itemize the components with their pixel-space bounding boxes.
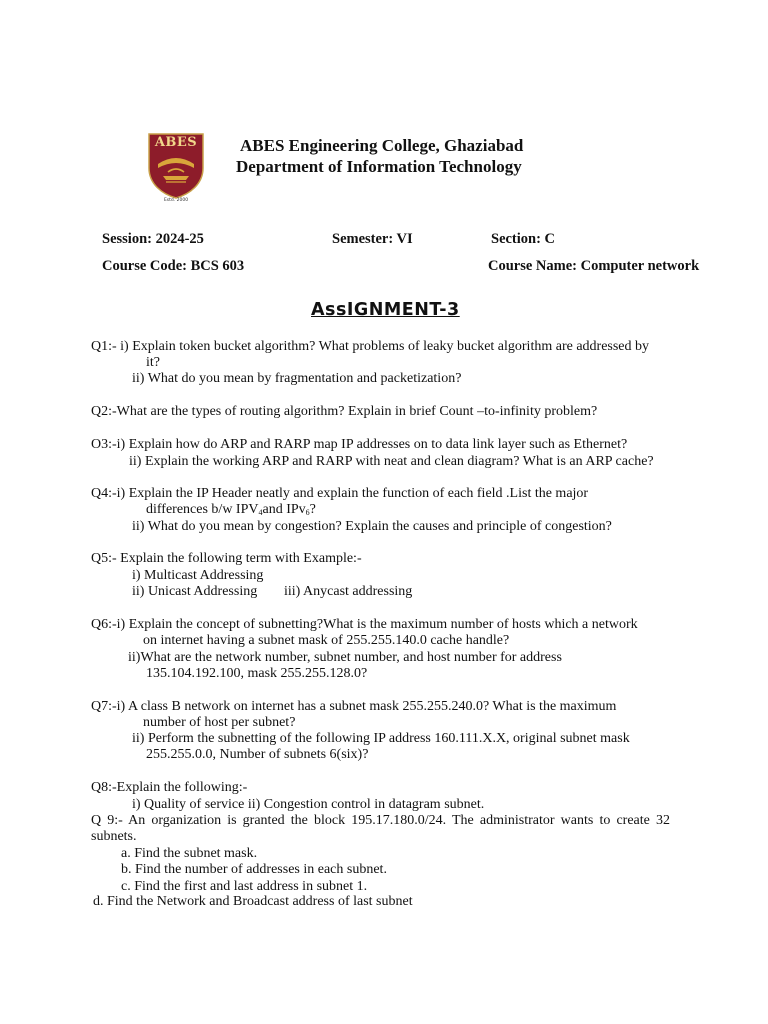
q9-line1-text: Q 9:- An organization is granted the block 195.17.180.0/24. The administrator wants to create 32 [91,813,670,828]
logo-estd: Estd. 2000 [163,198,189,203]
q9-item-d: d. Find the Network and Broadcast address of last subnet [93,894,413,909]
q4-line2-part1: differences b/w IPV [146,502,259,517]
q3-line2: ii) Explain the working ARP and RARP with neat and clean diagram? What is an ARP cache? [129,454,654,469]
course-code: Course Code: BCS 603 [102,258,245,274]
q4-line2-part3: ? [309,502,316,517]
q4-line1: Q4:-i) Explain the IP Header neatly and explain the function of each field .List the major [91,486,589,501]
q7-line2: number of host per subnet? [143,715,296,730]
logo-text: ABES [154,135,198,150]
q9-item-a: a. Find the subnet mask. [121,846,258,861]
q4-sub-4: 4 [258,508,263,517]
q9-line2: subnets. [91,829,137,844]
q7-line1: Q7:-i) A class B network on internet has a subnet mask 255.255.240.0? What is the maximum [91,699,617,714]
assignment-title: AssIGNMENT-3 [311,300,460,320]
q4-sub-6: 6 [305,508,310,517]
q1-line1: Q1:- i) Explain token bucket algorithm? What problems of leaky bucket algorithm are addressed by [91,339,650,354]
q6-line2: on internet having a subnet mask of 255.255.140.0 cache handle? [143,633,510,648]
q5-anycast: iii) Anycast addressing [284,584,413,599]
q8-line1: Q8:-Explain the following:- [91,780,248,795]
college-logo [146,132,206,206]
q9-item-b: b. Find the number of addresses in each subnet. [121,862,387,877]
q6-line1: Q6:-i) Explain the concept of subnetting?What is the maximum number of hosts which a network [91,617,638,632]
q3-line1: O3:-i) Explain how do ARP and RARP map IP addresses on to data link layer such as Ethernet? [91,437,628,452]
q7-line3: ii) Perform the subnetting of the following IP address 160.111.X.X, original subnet mask [132,731,630,746]
q5-line1: Q5:- Explain the following term with Example:- [91,551,362,566]
semester: Semester: VI [332,231,413,247]
q7-line4: 255.255.0.0, Number of subnets 6(six)? [146,747,369,762]
q6-line4: 135.104.192.100, mask 255.255.128.0? [146,666,368,681]
session: Session: 2024-25 [102,231,204,247]
course-name: Course Name: Computer network [488,258,700,274]
q9-line1 [91,813,670,829]
college-name: ABES Engineering College, Ghaziabad [240,136,524,155]
q5-multicast: i) Multicast Addressing [132,568,264,583]
q6-line3: ii)What are the network number, subnet number, and host number for address [128,650,562,665]
section: Section: C [491,231,556,247]
q1-line2: it? [146,355,160,370]
q1-line3: ii) What do you mean by fragmentation and packetization? [132,371,462,386]
q8-line2: i) Quality of service ii) Congestion control in datagram subnet. [132,797,485,812]
q9-item-c: c. Find the first and last address in subnet 1. [121,879,368,894]
q4-line2-part2: and IPv [262,502,306,517]
q5-unicast: ii) Unicast Addressing [132,584,258,599]
q2-line1: Q2:-What are the types of routing algorithm? Explain in brief Count –to-infinity problem? [91,404,598,419]
q4-line3: ii) What do you mean by congestion? Explain the causes and principle of congestion? [132,519,612,534]
department-name: Department of Information Technology [236,157,522,176]
